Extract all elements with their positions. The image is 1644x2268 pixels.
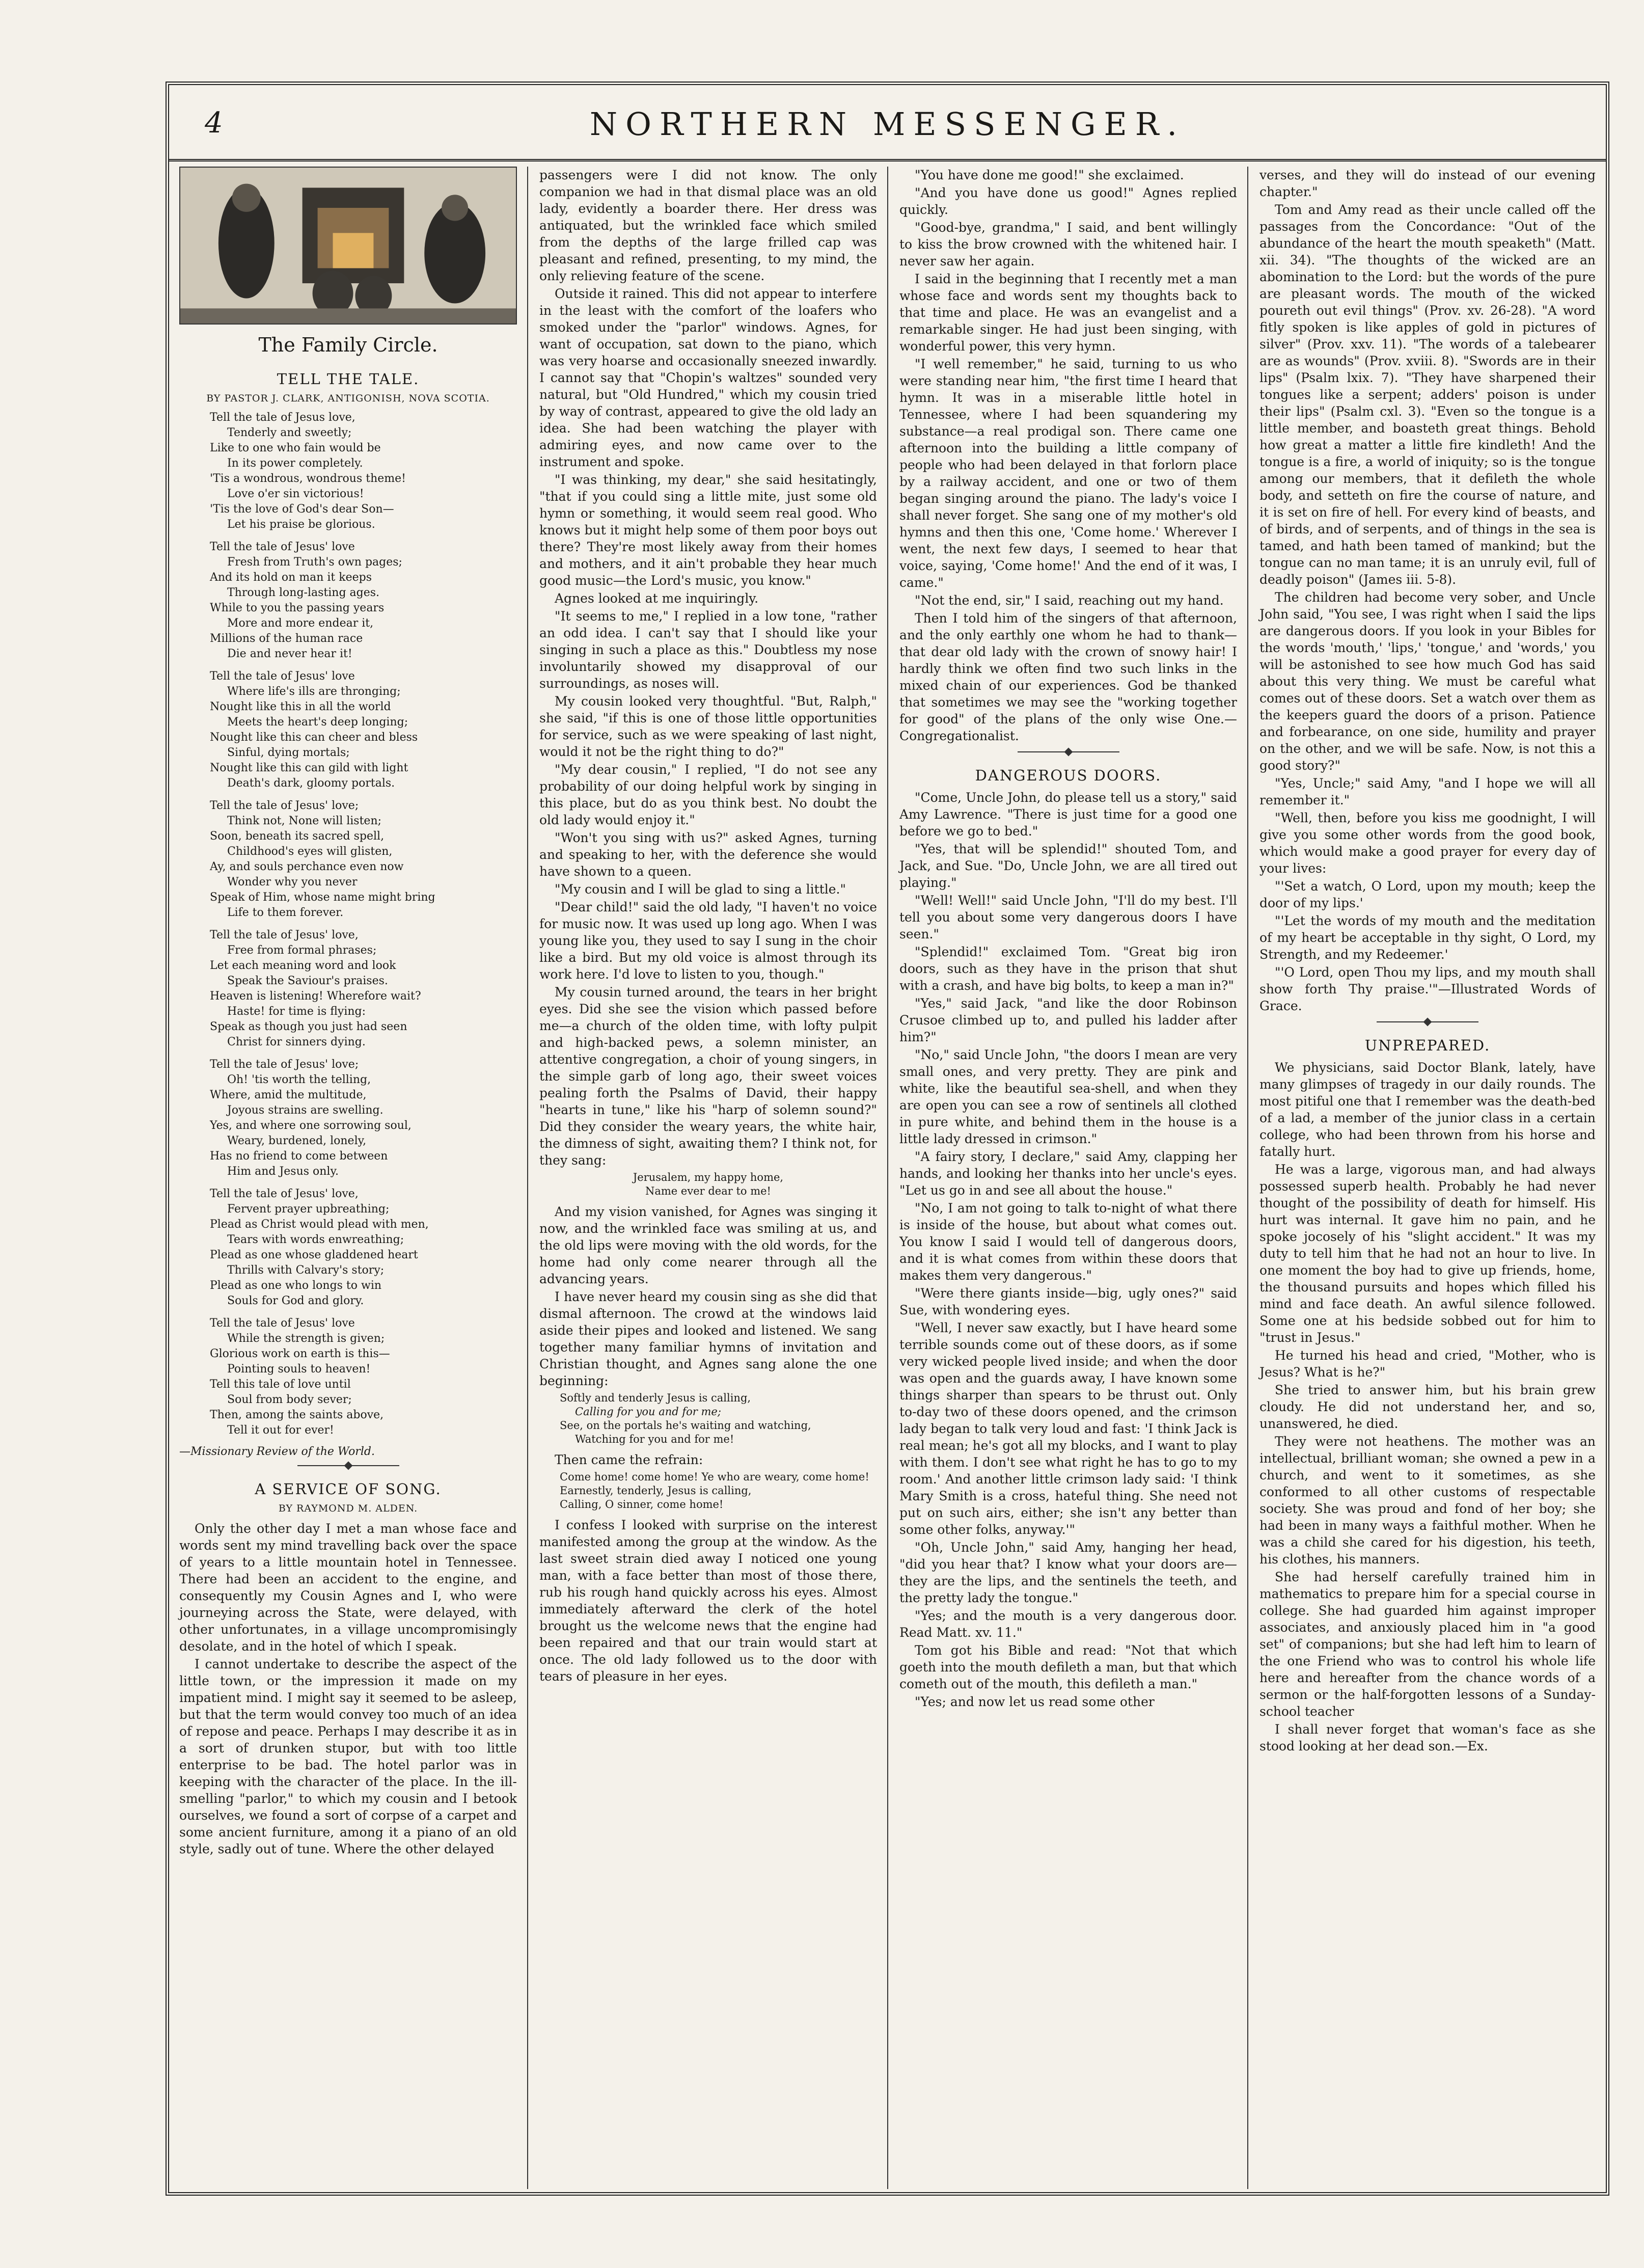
- paragraph: "Yes, Uncle;" said Amy, "and I hope we will all remember it.": [1259, 776, 1596, 807]
- poem-line: Tell the tale of Jesus' love,: [210, 929, 359, 941]
- story-byline: BY RAYMOND M. ALDEN.: [278, 1503, 418, 1514]
- paragraph: "Yes, that will be splendid!" shouted Tom, and Jack, and Sue. "Do, Uncle John, we are all tired out playing.": [899, 842, 1237, 890]
- poem-line: More and more endear it,: [227, 617, 374, 630]
- hymn-line: Name ever dear to me!: [645, 1185, 771, 1197]
- poem-line: Death's dark, gloomy portals.: [227, 777, 395, 790]
- paragraph: "Well, I never saw exactly, but I have heard some terrible sounds come out of these doors, as if some very wicked people lived inside; and when the door was open and the guards away, I have known some things sharper than spears to be thrust out. Only to-day two of these doors opened, and the crimson lady began to talk very loud and fast: 'I think Jack is real mean; he's got all my blocks, and I want to play with them. I don't see what right he has to go to my room.' And another little crimson lady said: 'I think Mary Smith is a cross, hateful thing. She need not put on such airs, either; she isn't any better than some other folks, anyway.'": [899, 1320, 1237, 1537]
- paragraph: "And you have done us good!" Agnes replied quickly.: [899, 185, 1237, 217]
- paragraph: "Dear child!" said the old lady, "I haven't no voice for music now. It was used up long ago. When I was young like you, they used to say I sung in the choir like a bird. But my old voice is almost through its work here. I'd love to listen to you, though.": [539, 900, 877, 982]
- paragraph: "Yes," said Jack, "and like the door Robinson Crusoe climbed up to, and pulled his ladder after him?": [899, 996, 1237, 1044]
- poem-line: In its power completely.: [227, 457, 363, 470]
- poem-line: Him and Jesus only.: [227, 1165, 339, 1178]
- hymn-line: Calling, O sinner, come home!: [560, 1498, 724, 1510]
- paragraph: My cousin looked very thoughtful. "But, Ralph," she said, "if this is one of those little opportunities for service, such as we were speaking of last night, would it not be the right thing to do?": [539, 694, 877, 759]
- paragraph: Tom and Amy read as their uncle called off the passages from the Concordance: "Out of the abundance of the heart the mouth speaketh" (Matt. xii. 34). "The thoughts of the wicked are an abomination to the Lord: but the words of the pure are pleasant words. The mouth of the wicked poureth out evil things" (Prov. xv. 26-28). "A word fitly spoken is like apples of gold in pictures of silver" (Prov. xxv. 11). "The words of a talebearer are as wounds" (Prov. xviii. 8). "Swords are in their lips" (Psalm lxix. 7). "They have sharpened their tongues like a serpent; adders' poison is under their lips" (Psalm cxl. 3). "Even so the tongue is a little member, and boasteth great things. Behold how great a matter a little fire kindleth! And the tongue is a fire, a world of iniquity; so is the tongue among our members, that it defileth the whole body, and setteth on fire the course of nature, and it is set on fire of hell. For every kind of beasts, and of birds, and of serpents, and of things in the sea is tamed, and hath been tamed of mankind; but the tongue can no man tame; it is an unruly evil, full of deadly poison" (James iii. 5-8).: [1259, 202, 1596, 587]
- column-3: [889, 167, 1248, 2189]
- poem-line: Ay, and souls perchance even now: [210, 860, 404, 873]
- poem-line: Thrills with Calvary's story;: [227, 1264, 385, 1277]
- paragraph: "Well, then, before you kiss me goodnight, I will give you some other words from the good book, which would make a good prayer for every day of your lives:: [1259, 811, 1596, 876]
- poem-line: While to you the passing years: [210, 602, 385, 614]
- section-divider: [297, 1465, 399, 1466]
- poem-line: Soon, beneath its sacred spell,: [210, 830, 385, 843]
- poem-line: Free from formal phrases;: [227, 944, 377, 957]
- poem-line: Childhood's eyes will glisten,: [227, 845, 393, 858]
- poem-line: Pointing souls to heaven!: [227, 1363, 371, 1375]
- paragraph: Only the other day I met a man whose face and words sent my mind travelling back over the space of years to a little mountain hotel in Tennessee. There had been an accident to the engine, and consequently my Cousin Agnes and I, who were journeying across the State, were delayed, with other unfortunates, in a village uncompromisingly desolate, and in the hotel of which I speak.: [179, 1521, 517, 1654]
- poem-line: Where life's ills are thronging;: [227, 685, 401, 698]
- poem-line: Plead as Christ would plead with men,: [210, 1218, 429, 1231]
- paragraph: "It seems to me," I replied in a low tone, "rather an odd idea. I can't say that I should like your singing in such a place as this." Doubtless my nose involuntarily showed my disapproval of our surroundings, as noses will.: [539, 609, 877, 691]
- poem-title: TELL THE TALE.: [277, 370, 420, 388]
- poem-stanza: [210, 1186, 517, 1309]
- page-number: 4: [205, 106, 223, 140]
- page-frame: [166, 82, 1609, 2196]
- paragraph: "Won't you sing with us?" asked Agnes, turning and speaking to her, with the deference she would have shown to a queen.: [539, 830, 877, 879]
- paragraph: "'Set a watch, O Lord, upon my mouth; keep the door of my lips.': [1259, 879, 1596, 910]
- poem-line: Tears with words enwreathing;: [227, 1233, 404, 1246]
- paragraph: "Splendid!" exclaimed Tom. "Great big iron doors, such as they have in the prison that shut with a crash, and have big bolts, to keep a man in?": [899, 944, 1237, 993]
- poem-line: Nought like this in all the world: [210, 700, 391, 713]
- paragraph: "No," said Uncle John, "the doors I mean are very small ones, and very pretty. They are pink and white, like the beautiful sea-shell, and when they are open you can see a row of sentinels all clothed in pure white, and behind them in the house is a little lady dressed in crimson.": [899, 1047, 1237, 1146]
- poem-line: And its hold on man it keeps: [210, 571, 372, 584]
- poem-body: [179, 410, 517, 1438]
- paragraph: "You have done me good!" she exclaimed.: [915, 168, 1184, 182]
- paragraph: And my vision vanished, for Agnes was singing it now, and the wrinkled face was smiling at us, and the old lips were moving with the old words, for the home had only come nearer through all the advancing years.: [539, 1204, 877, 1286]
- poem-line: Tenderly and sweetly;: [227, 426, 352, 439]
- hymn-line: Calling for you and for me;: [575, 1406, 721, 1418]
- newspaper-page: [15, 15, 1629, 2253]
- paragraph: "I was thinking, my dear," she said hesitatingly, "that if you could sing a little mite, just some old hymn or something, it would seem real good. Who knows but it might help some of them poor boys out there? They're most likely away from their homes and mothers, and it ain't probable they hear much good music—the Lord's music, you know.": [539, 472, 877, 588]
- paragraph: He turned his head and cried, "Mother, who is Jesus? What is he?": [1259, 1348, 1596, 1380]
- paragraph: Tom got his Bible and read: "Not that which goeth into the mouth defileth a man, but that which cometh out of the mouth, this defileth a man.": [899, 1643, 1237, 1691]
- hymn-line: Softly and tenderly Jesus is calling,: [560, 1392, 751, 1404]
- poem-line: Soul from body sever;: [227, 1393, 352, 1406]
- poem-line: Weary, burdened, lonely,: [227, 1135, 367, 1147]
- poem-line: Through long-lasting ages.: [227, 586, 380, 599]
- poem-line: Tell the tale of Jesus' love: [210, 541, 355, 553]
- paragraph: "Not the end, sir," I said, reaching out my hand.: [915, 593, 1224, 608]
- paragraph: Outside it rained. This did not appear to interfere in the least with the comfort of the loafers who smoked under the "parlor" windows. Agnes, for want of occupation, sat down to the piano, which was very hoarse and occasionally sneezed inwardly. I cannot say that "Chopin's waltzes" sounded very natural, but "Old Hundred," which my cousin tried by way of contrast, appeared to give the old lady an idea. She had been watching the player with admiring eyes, and now came over to the instrument and spoke.: [539, 286, 877, 469]
- column-1: [169, 167, 528, 2189]
- poem-source: —Missionary Review of the World.: [179, 1445, 375, 1458]
- paragraph: I shall never forget that woman's face as she stood looking at her dead son.—Ex.: [1259, 1722, 1596, 1753]
- poem-line: Tell the tale of Jesus' love,: [210, 1187, 359, 1200]
- poem-line: Tell the tale of Jesus' love: [210, 1317, 355, 1330]
- poem-line: Speak as though you just had seen: [210, 1020, 407, 1033]
- poem-line: While the strength is given;: [227, 1332, 385, 1345]
- poem-line: Tell it out for ever!: [227, 1424, 334, 1437]
- paragraph: The children had become very sober, and Uncle John said, "You see, I was right when I said the lips are dangerous doors. If you look in your Bibles for the words 'mouth,' 'lips,' 'tongue,' and 'words,' you will be astonished to see how much God has said about this very thing. We must be careful what comes out of these doors. Set a watch over them as the keepers guard the doors of a prison. Patience and forbearance, on one side, humility and prayer on the other, and we will be safe. Now, is not this a good story?": [1259, 590, 1596, 773]
- poem-line: Nought like this can gild with light: [210, 762, 408, 774]
- column-2: [529, 167, 888, 2189]
- poem-line: Life to them forever.: [227, 906, 344, 919]
- poem-line: Has no friend to come between: [210, 1150, 388, 1163]
- paragraph: "Well! Well!" said Uncle John, "I'll do my best. I'll tell you about some very dangerous doors I have seen.": [899, 893, 1237, 941]
- poem-line: Glorious work on earth is this—: [210, 1347, 390, 1360]
- poem-line: Sinful, dying mortals;: [227, 746, 350, 759]
- poem-byline: BY PASTOR J. CLARK, ANTIGONISH, NOVA SCOTIA.: [206, 393, 490, 404]
- poem-stanza: [210, 1316, 517, 1438]
- paragraph: My cousin turned around, the tears in her bright eyes. Did she see the vision which passed before me—a church of the olden time, with lofty pulpit and high-backed pews, a solemn minister, an attentive congregation, a choir of young singers, in the simple garb of long ago, their sweet voices pealing forth the Psalms of David, their happy "hearts in tune," like his "harp of solemn sound?" Did they consider the weary years, the white hair, the dimness of sight, awaiting them? I think not, for they sang:: [539, 985, 877, 1168]
- paragraph: "A fairy story, I declare," said Amy, clapping her hands, and looking her thanks into her uncle's eyes. "Let us go in and see all about the house.": [899, 1149, 1237, 1198]
- hymn-quote: [560, 1391, 877, 1446]
- paragraph: I have never heard my cousin sing as she did that dismal afternoon. The crowd at the windows laid aside their pipes and looked and listened. We sang together many familiar hymns of invitation and Christian thought, and Agnes sang alone the one beginning:: [539, 1289, 877, 1388]
- paragraph: "Come, Uncle John, do please tell us a story," said Amy Lawrence. "There is just time for a good one before we go to bed.": [899, 790, 1237, 839]
- paragraph: She had herself carefully trained him in mathematics to prepare him for a special course in college. She had guarded him against improper associates, and anxiously placed him in "a good set" of companions; but she had left him to learn of the one Friend who was to control his whole life here and hereafter from the chance words of a sermon or the half-forgotten lessons of a Sunday-school teacher: [1259, 1570, 1596, 1719]
- paragraph: He was a large, vigorous man, and had always possessed superb health. Probably he had never thought of the possibility of death for himself. His hurt was internal. It gave him no pain, and he spoke jocosely of his "slight accident." It was my duty to tell him that he had not an hour to live. In one moment the boy had to give up friends, home, the thousand pursuits and hopes which filled his mind and face death. An awful silence followed. Some one at his bedside sobbed out for him to "trust in Jesus.": [1259, 1162, 1596, 1345]
- poem-line: Let his praise be glorious.: [227, 518, 375, 531]
- hymn-line: Watching for you and for me!: [575, 1433, 734, 1445]
- poem-line: Nought like this can cheer and bless: [210, 731, 418, 744]
- poem-stanza: [210, 798, 517, 921]
- poem-line: Yes, and where one sorrowing soul,: [210, 1119, 412, 1132]
- paragraph: "Were there giants inside—big, ugly ones?" said Sue, with wondering eyes.: [899, 1286, 1237, 1317]
- poem-line: Wonder why you never: [227, 876, 358, 888]
- paragraph: They were not heathens. The mother was an intellectual, brilliant woman; she owned a pew in a church, and went to it sometimes, as she conformed to all other customs of respectable society. She was proud and fond of her boy; she had been in many ways a faithful mother. When he was a child she cared for his digestion, his teeth, his clothes, his manners.: [1259, 1434, 1596, 1567]
- poem-line: Like to one who fain would be: [210, 442, 381, 454]
- paragraph: "'O Lord, open Thou my lips, and my mouth shall show forth Thy praise.'"—Illustrated Words of Grace.: [1259, 965, 1596, 1013]
- paragraph: I cannot undertake to describe the aspect of the little town, or the impression it made on my impatient mind. I might say it seemed to be asleep, but that the term would convey too much of an idea of repose and peace. Perhaps I may describe it as in a sort of drunken stupor, but with too little enterprise to be bad. The hotel parlor was in keeping with the character of the place. In the ill-smelling "parlor," to which my cousin and I betook ourselves, we found a sort of corpse of a carpet and some ancient furniture, among it a piano of an old style, sadly out of tune. Where the other delayed: [179, 1657, 517, 1856]
- family-circle-illustration: [179, 167, 517, 325]
- poem-line: Meets the heart's deep longing;: [227, 716, 408, 728]
- poem-line: Speak of Him, whose name might bring: [210, 891, 435, 904]
- paragraph: "I well remember," he said, turning to us who were standing near him, "the first time I heard that hymn. It was in a miserable little hotel in Tennessee, where I had been squandering my substance—a real prodigal son. There came one afternoon into the building a little company of people who had been delayed in that forlorn place by a railway accident, and one or two of them began singing around the piano. The lady's voice I shall never forget. She sang one of my mother's old hymns and then this one, 'Come home.' Wherever I went, the next few days, I seemed to hear that voice, saying, 'Come home!' And the end of it was, I came.": [899, 357, 1237, 590]
- newspaper-title: NORTHERN MESSENGER.: [589, 105, 1186, 143]
- paragraph: Then I told him of the singers of that afternoon, and the only earthly one whom he had to thank—that dear old lady with the crown of snowy hair! I hardly think we often find two such links in the mixed chain of our experiences. God be thanked that sometimes we may see the "working together for good" of the plans of the only wise One.—Congregationalist.: [899, 611, 1237, 743]
- section-heading: The Family Circle.: [258, 334, 438, 356]
- poem-line: Then, among the saints above,: [210, 1409, 384, 1421]
- poem-line: Tell the tale of Jesus' love;: [210, 1058, 359, 1071]
- poem-line: Joyous strains are swelling.: [227, 1104, 383, 1117]
- hymn-line: Jerusalem, my happy home,: [633, 1171, 784, 1183]
- poem-line: Love o'er sin victorious!: [227, 488, 364, 500]
- poem-line: Christ for sinners dying.: [227, 1036, 366, 1048]
- paragraph: "Good-bye, grandma," I said, and bent willingly to kiss the brow crowned with the whitened hair. I never saw her again.: [899, 220, 1237, 268]
- poem-line: Haste! for time is flying:: [227, 1005, 366, 1018]
- section-divider: [1018, 751, 1119, 752]
- story-title: DANGEROUS DOORS.: [975, 767, 1162, 784]
- poem-line: Tell the tale of Jesus' love: [210, 670, 355, 683]
- poem-line: Speak the Saviour's praises.: [227, 975, 388, 987]
- poem-line: Think not, None will listen;: [227, 815, 382, 827]
- paragraph: Then came the refrain:: [555, 1452, 703, 1467]
- family-scene-engraving: [180, 168, 516, 323]
- poem-line: 'Tis the love of God's dear Son—: [210, 503, 394, 516]
- paragraph: "Yes; and the mouth is a very dangerous door. Read Matt. xv. 11.": [899, 1608, 1237, 1640]
- hymn-line: Earnestly, tenderly, Jesus is calling,: [560, 1484, 752, 1497]
- poem-line: Fresh from Truth's own pages;: [227, 556, 402, 569]
- poem-line: Plead as one whose gladdened heart: [210, 1249, 418, 1261]
- paragraph: "Yes; and now let us read some other: [915, 1694, 1155, 1709]
- paragraph: We physicians, said Doctor Blank, lately, have many glimpses of tragedy in our daily rounds. The most pitiful one that I remember was the death-bed of a lad, a member of the junior class in a certain college, who had been thrown from his horse and fatally hurt.: [1259, 1060, 1596, 1159]
- story-title: A SERVICE OF SONG.: [255, 1480, 442, 1498]
- poem-line: Tell the tale of Jesus' love;: [210, 799, 359, 812]
- hymn-quote: [560, 1470, 877, 1511]
- paragraph: I confess I looked with surprise on the interest manifested among the group at the window. As the last sweet strain died away I noticed one young man, with a face better than most of those there, rub his rough hand quickly across his eyes. Almost immediately afterward the clerk of the hotel brought us the welcome news that the engine had been repaired and that our train would start at once. The old lady followed us to the door with tears of pleasure in her eyes.: [539, 1518, 877, 1684]
- paragraph: verses, and they will do instead of our evening chapter.": [1259, 168, 1596, 199]
- poem-line: Plead as one who longs to win: [210, 1279, 382, 1292]
- hymn-quote: [539, 1171, 877, 1198]
- poem-stanza: [210, 669, 517, 791]
- paragraph: "Oh, Uncle John," said Amy, hanging her head, "did you hear that? I know what your doors are—they are the lips, and the sentinels the teeth, and the pretty lady the tongue.": [899, 1540, 1237, 1605]
- poem-line: Die and never hear it!: [227, 647, 352, 660]
- poem-stanza: [210, 410, 517, 532]
- poem-stanza: [210, 1057, 517, 1179]
- poem-line: Where, amid the multitude,: [210, 1089, 367, 1101]
- paragraph: passengers were I did not know. The only companion we had in that dismal place was an old lady, evidently a boarder there. Her dress was antiquated, but the wrinkled face which smiled from the depths of the large frilled cap was pleasant and refined, presenting, to my mind, the only relieving feature of the scene.: [539, 168, 877, 283]
- poem-line: Tell this tale of love until: [210, 1378, 351, 1391]
- poem-line: Millions of the human race: [210, 632, 363, 645]
- poem-line: Heaven is listening! Wherefore wait?: [210, 990, 421, 1003]
- paragraph: "No, I am not going to talk to-night of what there is inside of the house, but about what comes out. You know I said I would tell of dangerous doors, and it is what comes from within these doors that makes them very dangerous.": [899, 1201, 1237, 1283]
- column-4: [1249, 167, 1606, 2189]
- poem-stanza: [210, 928, 517, 1050]
- story-text: [179, 1520, 517, 1857]
- story-title: UNPREPARED.: [1364, 1037, 1491, 1054]
- paragraph: "'Let the words of my mouth and the meditation of my heart be acceptable in thy sight, O Lord, my Strength, and my Redeemer.': [1259, 913, 1596, 962]
- hymn-line: See, on the portals he's waiting and watching,: [560, 1419, 811, 1432]
- paragraph: Agnes looked at me inquiringly.: [555, 591, 759, 606]
- paragraph: "My cousin and I will be glad to sing a little.": [555, 882, 846, 897]
- paragraph: She tried to answer him, but his brain grew cloudy. He did not understand her, and so, unanswered, he died.: [1259, 1383, 1596, 1431]
- paragraph: I said in the beginning that I recently met a man whose face and words sent my thoughts back to that time and place. He was an evangelist and a remarkable singer. He had just been singing, with wonderful power, this very hymn.: [899, 272, 1237, 354]
- poem-line: Souls for God and glory.: [227, 1294, 364, 1307]
- poem-line: Tell the tale of Jesus love,: [210, 411, 355, 424]
- hymn-line: Come home! come home! Ye who are weary, come home!: [560, 1471, 869, 1483]
- poem-line: Let each meaning word and look: [210, 959, 396, 972]
- paragraph: "My dear cousin," I replied, "I do not see any probability of our doing helpful work by singing in this place, but do as you think best. No doubt the old lady would enjoy it.": [539, 762, 877, 827]
- poem-line: Oh! 'tis worth the telling,: [227, 1073, 371, 1086]
- masthead: [169, 85, 1606, 161]
- section-divider: [1377, 1021, 1478, 1022]
- poem-line: Fervent prayer upbreathing;: [227, 1203, 390, 1216]
- poem-stanza: [210, 539, 517, 662]
- poem-line: 'Tis a wondrous, wondrous theme!: [210, 472, 406, 485]
